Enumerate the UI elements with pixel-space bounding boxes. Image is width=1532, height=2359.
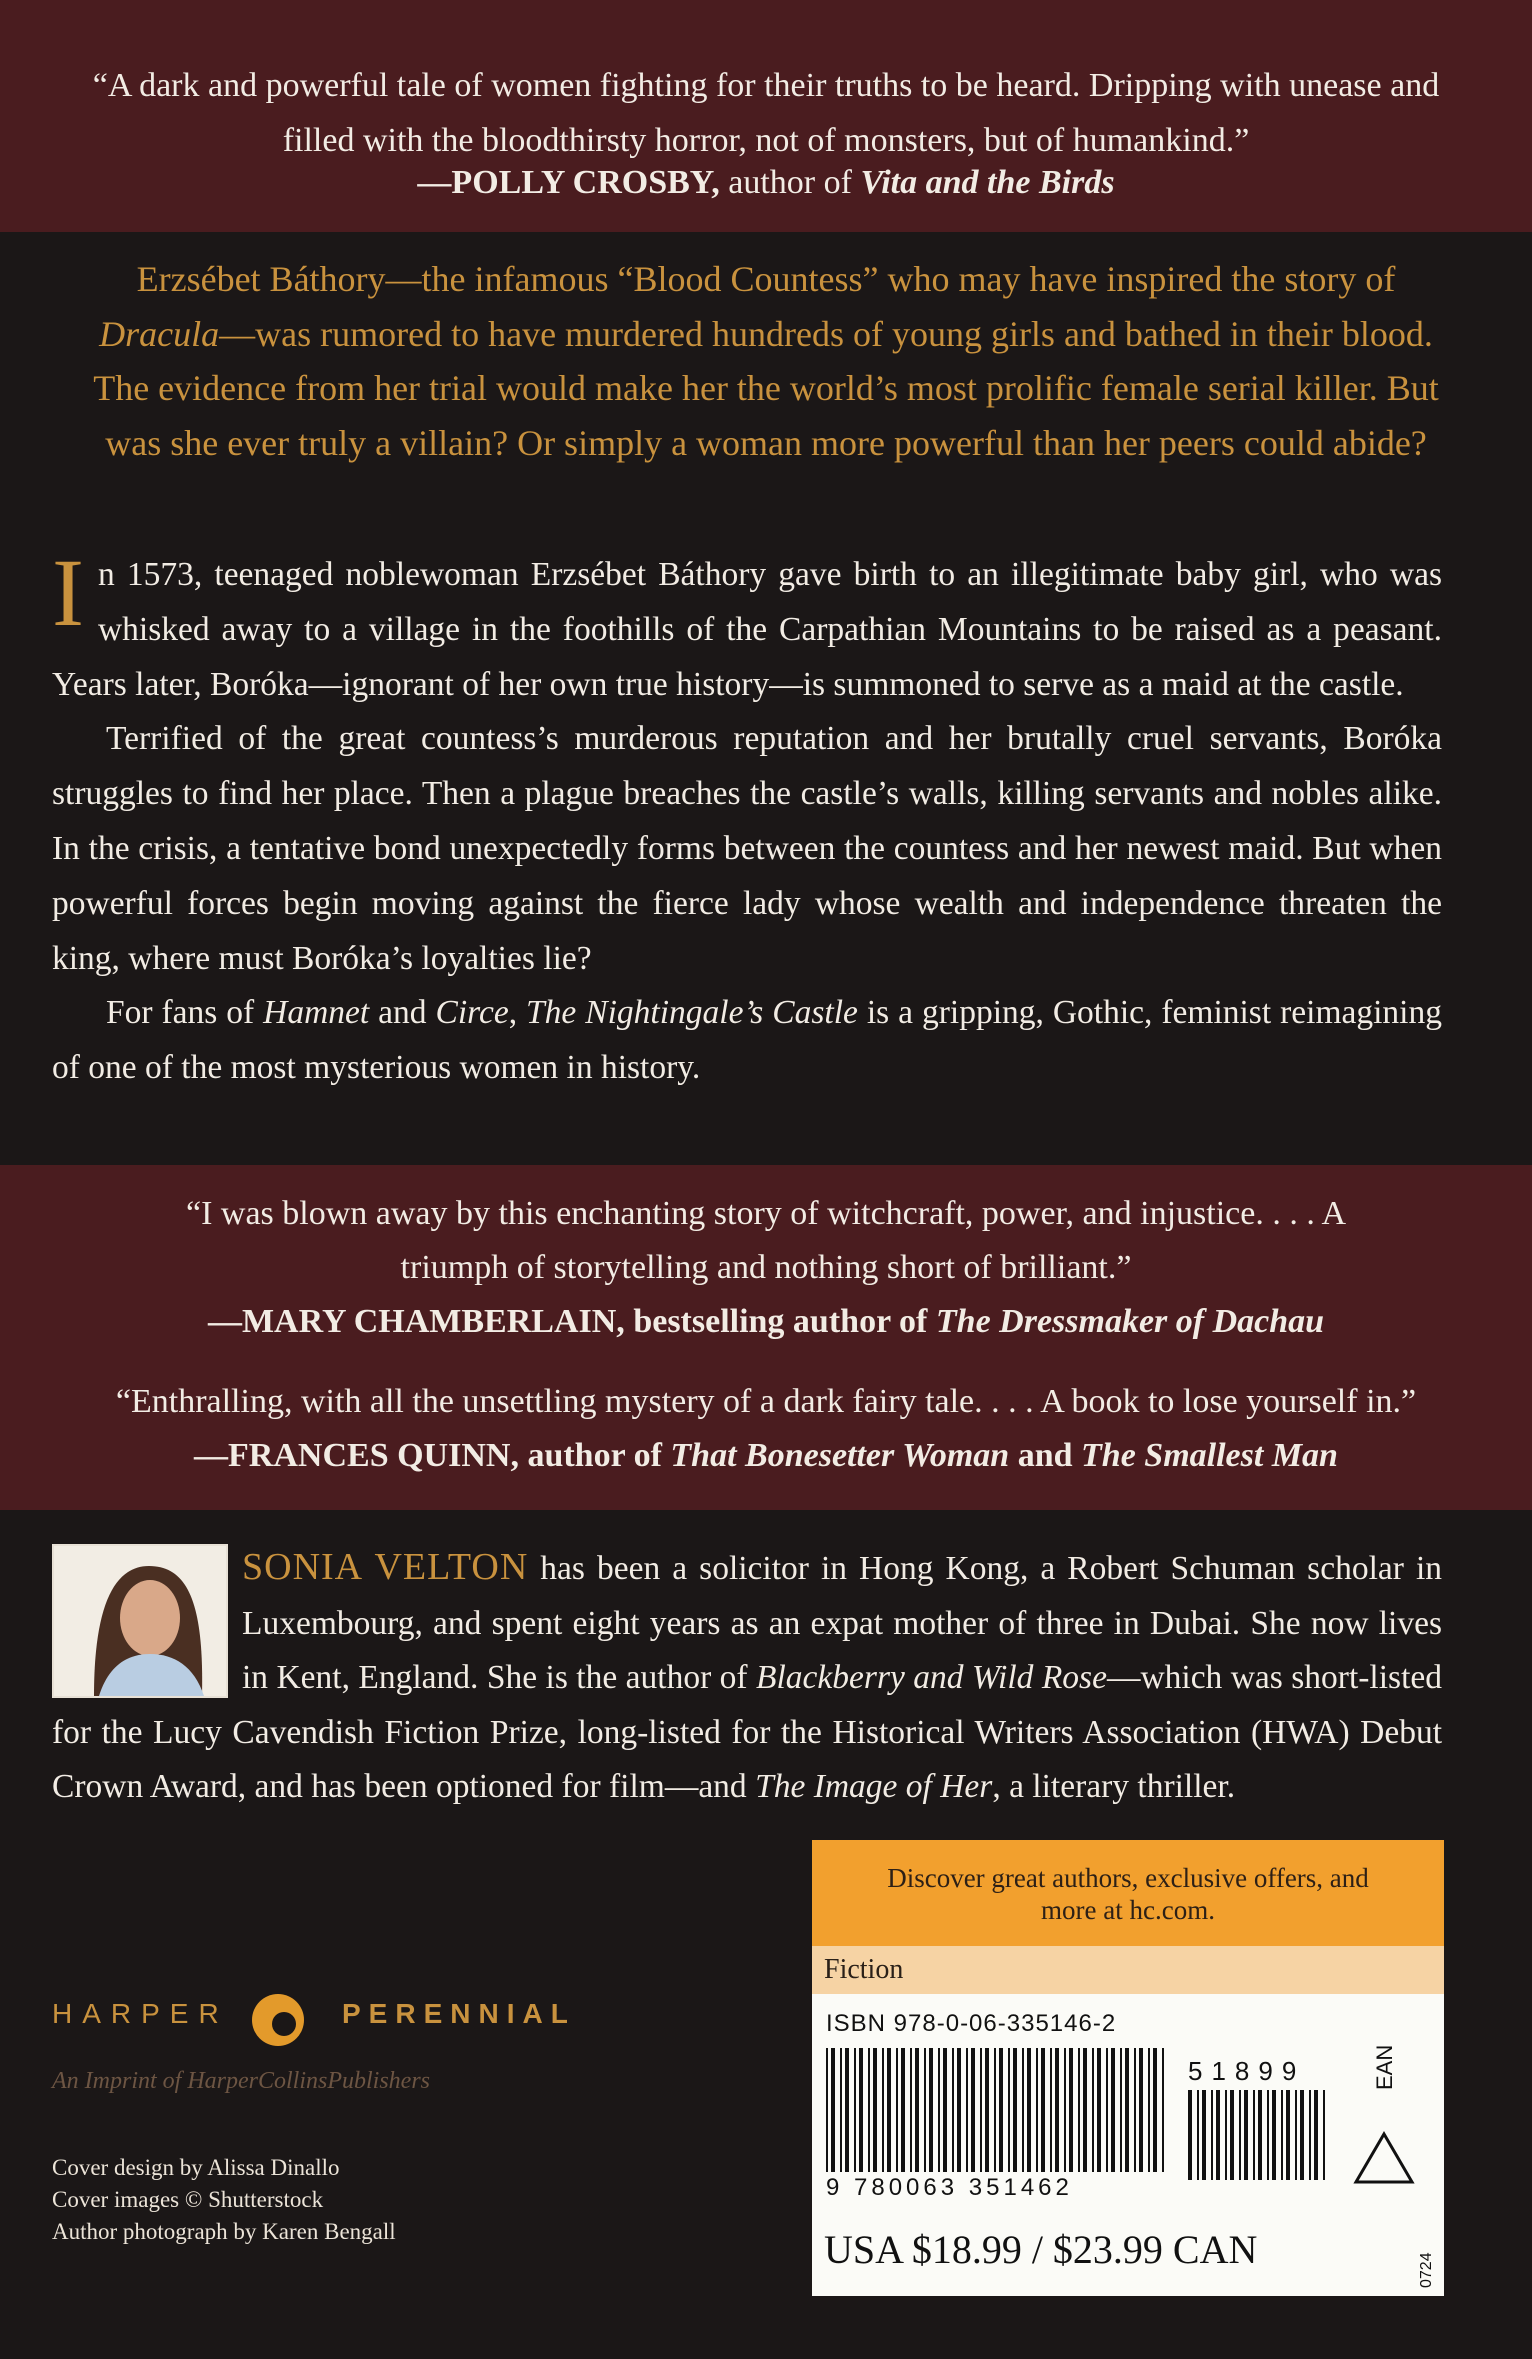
top-quote-attribution bbox=[0, 164, 1532, 202]
cover-credits bbox=[52, 2152, 396, 2248]
sticker-header-text: Discover great authors, exclusive offers, and more at hc.com. bbox=[887, 1863, 1369, 1925]
blurb-title: Dracula bbox=[99, 313, 220, 354]
attribution-title-2: The Smallest Man bbox=[1081, 1437, 1338, 1474]
p3-title-hamnet: Hamnet bbox=[263, 994, 370, 1032]
imprint-line: An Imprint of HarperCollinsPublishers bbox=[52, 2068, 431, 2094]
author-bio-text-3: , a literary thriller. bbox=[992, 1768, 1236, 1805]
publisher-logo bbox=[52, 1998, 576, 2030]
middle-quotes-band bbox=[0, 1165, 1532, 1510]
author-name: SONIA VELTON bbox=[242, 1546, 529, 1588]
barcode-icon bbox=[826, 2048, 1176, 2188]
quote-chamberlain: “I was blown away by this enchanting story of witchcraft, power, and injustice. . . . A triumph of storytelling and nothing short of brilliant.” bbox=[185, 1195, 1347, 1286]
ean-label: EAN bbox=[1372, 2044, 1397, 2090]
synopsis-paragraph-1 bbox=[52, 539, 1442, 712]
top-quote-band bbox=[0, 0, 1532, 232]
drop-cap: I bbox=[52, 539, 84, 646]
p3-title-circe: Circe bbox=[435, 994, 509, 1032]
ean-addon-digits: 51899 bbox=[1188, 2056, 1306, 2086]
author-bio bbox=[52, 1540, 1442, 1815]
author-bio-text-1: has been a solicitor in Hong Kong, a Robert Schuman scholar in Luxembourg, and spent eight years as an expat mother of three in Dubai. She now lives in Kent, England. She is the author of bbox=[242, 1550, 1443, 1696]
attribution-name: —FRANCES QUINN, bbox=[194, 1437, 519, 1474]
author-book-2: The Image of Her bbox=[755, 1768, 993, 1805]
p3-text-d: is a gripping, Gothic, feminist reimagining of one of the most mysterious women in history. bbox=[52, 994, 1442, 1087]
attribution-title: Vita and the Birds bbox=[860, 164, 1115, 201]
attribution-name: —POLLY CROSBY, bbox=[417, 164, 720, 201]
attribution-and: and bbox=[1009, 1437, 1082, 1474]
author-bio-text-2: —which was short-listed for the Lucy Cavendish Fiction Prize, long-listed for the Historical Writers Association (HWA) Debut Crown Award, and has been optioned for film—and bbox=[52, 1659, 1442, 1805]
synopsis-p1-text: n 1573, teenaged noblewoman Erzsébet Báthory gave birth to an illegitimate baby girl, who was whisked away to a village in the foothills of the Carpathian Mountains to be raised as a peasant. Years later, Boróka—ignorant of her own true history—is summoned to serve as a maid at the castle. bbox=[52, 556, 1442, 703]
logo-perennial: PERENNIAL bbox=[342, 1998, 576, 2029]
quote-chamberlain-attribution bbox=[0, 1295, 1532, 1349]
triangle-icon bbox=[1352, 2130, 1416, 2186]
category-label: Fiction bbox=[812, 1946, 1444, 1994]
synopsis-paragraph-3 bbox=[52, 986, 1442, 1096]
price-sticker-header bbox=[812, 1840, 1444, 1946]
attribution-title-1: That Bonesetter Woman bbox=[670, 1437, 1010, 1474]
attribution-title: The Dressmaker of Dachau bbox=[935, 1303, 1325, 1340]
barcode-digits: 9 780063 351462 bbox=[826, 2174, 1073, 2201]
sticker-code: 0724 bbox=[1418, 2252, 1435, 2288]
price-text: USA $18.99 / $23.99 CAN bbox=[824, 2227, 1258, 2272]
credit-line: Cover images © Shutterstock bbox=[52, 2187, 324, 2212]
addon-barcode-icon bbox=[1188, 2090, 1338, 2190]
credit-line: Author photograph by Karen Bengall bbox=[52, 2219, 396, 2244]
p3-text-b: and bbox=[369, 994, 436, 1032]
blurb-part1: Erzsébet Báthory—the infamous “Blood Countess” who may have inspired the story of bbox=[136, 259, 1396, 299]
quote-quinn-attribution bbox=[0, 1429, 1532, 1483]
p3-text-c: , bbox=[508, 994, 527, 1032]
price-sticker bbox=[812, 1840, 1444, 2296]
quote-quinn: “Enthralling, with all the unsettling mystery of a dark fairy tale. . . . A book to lose yourself in.” bbox=[115, 1383, 1417, 1420]
synopsis-paragraph-2: Terrified of the great countess’s murderous reputation and her brutally cruel servants, Boróka struggles to find her place. Then a plague breaches the castle’s walls, killing servants and nobles alike. In the crisis, a tentative bond unexpectedly forms between the countess and her newest maid. But when powerful forces begin moving against the fierce lady whose wealth and independence threaten the king, where must Boróka’s loyalties lie? bbox=[52, 720, 1442, 977]
credit-line: Cover design by Alissa Dinallo bbox=[52, 2155, 340, 2180]
logo-harper: HARPER bbox=[52, 1998, 229, 2029]
synopsis bbox=[52, 539, 1442, 1096]
isbn-text: ISBN 978-0-06-335146-2 bbox=[826, 2010, 1117, 2037]
p3-text-a: For fans of bbox=[106, 994, 264, 1032]
harper-perennial-logo-icon bbox=[250, 1992, 306, 2048]
p3-title-book: The Nightingale’s Castle bbox=[526, 994, 858, 1032]
top-quote: “A dark and powerful tale of women fighting for their truths to be heard. Dripping with unease and filled with the bloodthirsty horror, not of monsters, but of humankind.” bbox=[92, 67, 1440, 159]
attribution-role: author of bbox=[518, 1437, 671, 1474]
attribution-role: author of bbox=[719, 164, 861, 201]
blurb-part2: —was rumored to have murdered hundreds of young girls and bathed in their blood. The evidence from her trial would make her the world’s most prolific female serial killer. But was she ever truly a villain? Or simply a woman more powerful than her peers could abide? bbox=[93, 313, 1439, 463]
attribution-name: —MARY CHAMBERLAIN, bbox=[207, 1303, 625, 1340]
attribution-role: bestselling author of bbox=[624, 1303, 936, 1340]
author-book-1: Blackberry and Wild Rose bbox=[756, 1659, 1107, 1696]
book-blurb bbox=[90, 252, 1442, 470]
